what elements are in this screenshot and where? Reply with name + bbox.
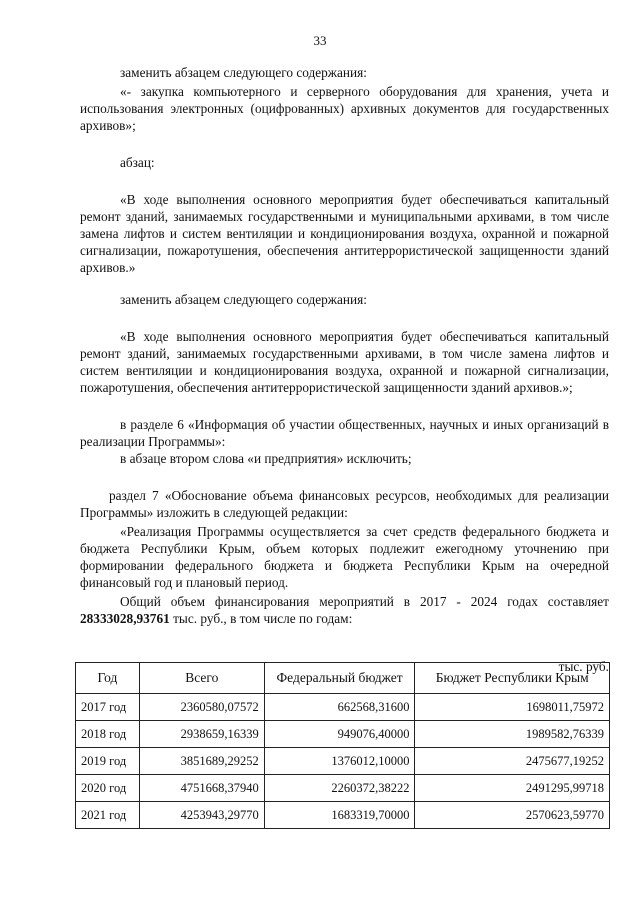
cell-total: 2360580,07572	[139, 694, 264, 721]
document-body	[80, 64, 609, 675]
paragraph-old-text: «В ходе выполнения основного мероприятия будет обеспечиваться капитальный ремонт зданий, занимаемых государственными и муниципальными архивами, в том числе замена лифтов и систем вентиляции и кондиционирования воздуха, охранной и пожарной сигнализации, пожаротушения, обеспечения антитеррористической защищенности зданий архивов.»	[80, 192, 609, 275]
page-number: 33	[313, 33, 327, 48]
cell-crimea: 2570623,59770	[415, 802, 610, 829]
header-year: Год	[76, 663, 140, 694]
paragraph-total-financing	[80, 593, 609, 627]
paragraph-financing-sources: «Реализация Программы осуществляется за счет средств федерального бюджета и бюджета Республики Крым, объем которых подлежит ежегодному уточнению при формировании федерального бюджета и бюджета Республики Крым на очередной финансовый год и плановый период.	[80, 524, 609, 590]
table-row	[76, 775, 610, 802]
table-row	[76, 721, 610, 748]
total-financing-amount: 28333028,93761	[80, 611, 170, 626]
financing-table	[75, 662, 610, 829]
cell-federal: 2260372,38222	[264, 775, 415, 802]
table-row	[76, 694, 610, 721]
total-financing-tail: тыс. руб., в том числе по годам:	[169, 611, 353, 626]
cell-federal: 662568,31600	[264, 694, 415, 721]
table-header-row	[76, 663, 610, 694]
table-row	[76, 748, 610, 775]
table-row	[76, 802, 610, 829]
cell-federal: 949076,40000	[264, 721, 415, 748]
paragraph-abzac-label: абзац:	[120, 155, 155, 170]
total-financing-text: Общий объем финансирования мероприятий в 2017 - 2024 годах составляет	[120, 594, 609, 609]
header-federal: Федеральный бюджет	[264, 663, 415, 694]
paragraph-section-6-change: в абзаце втором слова «и предприятия» исключить;	[120, 451, 412, 466]
cell-total: 4253943,29770	[139, 802, 264, 829]
cell-year: 2020 год	[76, 775, 140, 802]
header-total: Всего	[139, 663, 264, 694]
cell-year: 2017 год	[76, 694, 140, 721]
cell-total: 3851689,29252	[139, 748, 264, 775]
cell-crimea: 1698011,75972	[415, 694, 610, 721]
header-crimea: Бюджет Республики Крым	[415, 663, 610, 694]
cell-crimea: 2491295,99718	[415, 775, 610, 802]
paragraph-replace-intro-1: заменить абзацем следующего содержания:	[120, 65, 367, 80]
paragraph-equipment-purchase: «- закупка компьютерного и серверного оборудования для хранения, учета и использования электронных (оцифрованных) архивных документов для государственных архивов»;	[80, 84, 609, 133]
cell-year: 2018 год	[76, 721, 140, 748]
cell-total: 4751668,37940	[139, 775, 264, 802]
paragraph-replace-intro-2: заменить абзацем следующего содержания:	[120, 292, 367, 307]
cell-federal: 1376012,10000	[264, 748, 415, 775]
paragraph-section-7: раздел 7 «Обоснование объема финансовых ресурсов, необходимых для реализации Программы» изложить в следующей редакции:	[80, 488, 609, 520]
cell-year: 2019 год	[76, 748, 140, 775]
cell-crimea: 1989582,76339	[415, 721, 610, 748]
unit-label: тыс. руб.	[558, 659, 609, 674]
cell-crimea: 2475677,19252	[415, 748, 610, 775]
paragraph-section-6: в разделе 6 «Информация об участии общественных, научных и иных организаций в реализации Программы»:	[80, 417, 609, 449]
cell-federal: 1683319,70000	[264, 802, 415, 829]
cell-total: 2938659,16339	[139, 721, 264, 748]
cell-year: 2021 год	[76, 802, 140, 829]
paragraph-new-text: «В ходе выполнения основного мероприятия будет обеспечиваться капитальный ремонт зданий, занимаемых государственными архивами, в том числе замена лифтов и систем вентиляции и кондиционирования воздуха, охранной и пожарной сигнализации, пожаротушения, обеспечения антитеррористической защищенности зданий архивов.»;	[80, 329, 609, 395]
